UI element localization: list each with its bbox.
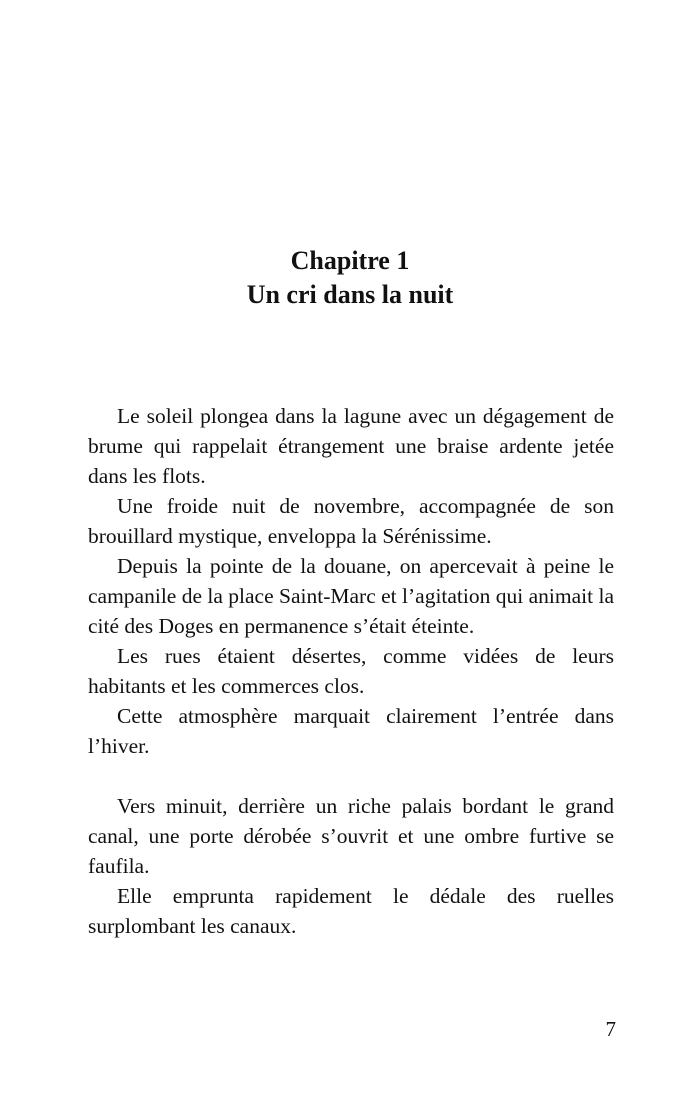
chapter-body [88,401,614,941]
paragraph: Vers minuit, derrière un riche palais bordant le grand canal, une porte dérobée s’ouvrit et une ombre furtive se faufila. [88,794,614,878]
paragraph: Cette atmosphère marquait clairement l’entrée dans l’hiver. [88,704,614,758]
paragraph: Les rues étaient désertes, comme vidées de leurs habitants et les commerces clos. [88,644,614,698]
page-number: 7 [605,1017,616,1041]
paragraph: Depuis la pointe de la douane, on apercevait à peine le campanile de la place Saint-Marc et l’agitation qui animait la cité des Doges en permanence s’était éteinte. [88,554,614,638]
paragraph: Une froide nuit de novembre, accompagnée de son brouillard mystique, enveloppa la Sérénissime. [88,494,614,548]
paragraph: Le soleil plongea dans la lagune avec un dégagement de brume qui rappelait étrangement une braise ardente jetée dans les flots. [88,404,614,488]
chapter-number: Chapitre 1 [290,246,410,275]
chapter-heading [0,244,700,312]
paragraph: Elle emprunta rapidement le dédale des ruelles surplombant les canaux. [88,884,614,938]
chapter-title: Un cri dans la nuit [246,280,454,309]
